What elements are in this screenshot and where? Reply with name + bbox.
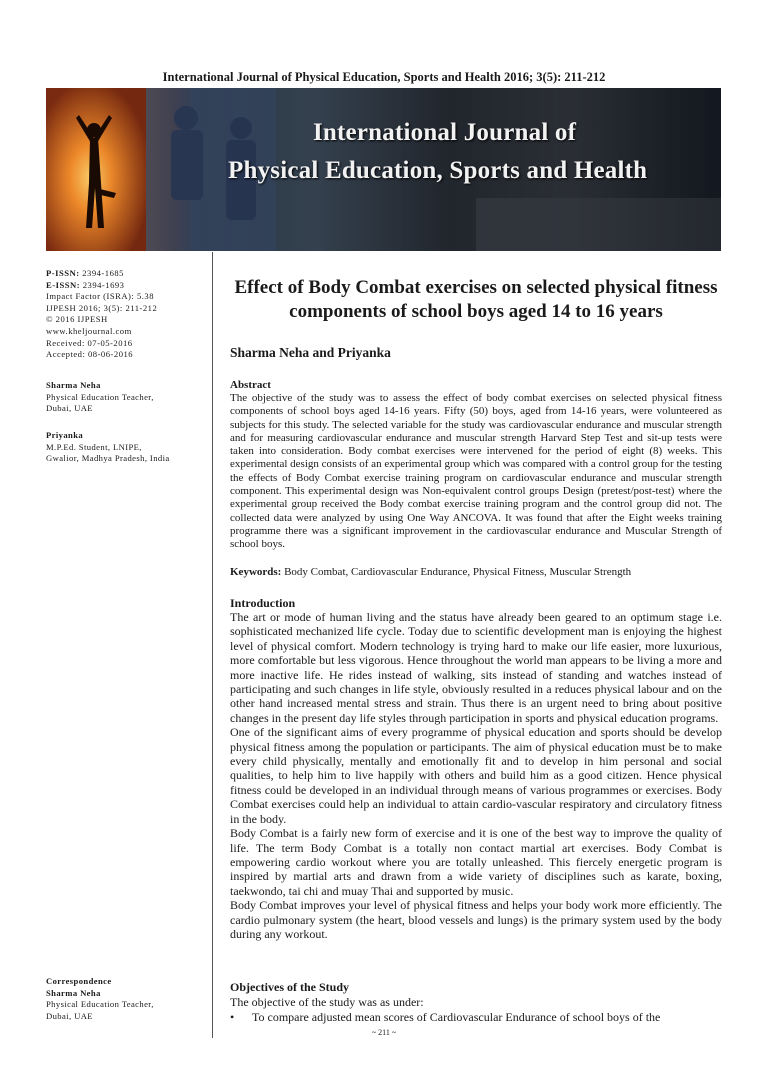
author-affiliation-2: Priyanka M.P.Ed. Student, LNIPE, Gwalior, Madhya Pradesh, India: [46, 430, 170, 464]
introduction-heading: Introduction: [230, 596, 296, 610]
keywords: [230, 566, 722, 578]
intro-paragraph: The art or mode of human living and the status have already been geared to an optimum stage i.e. sophisticated mechanized life cycle. Today due to scientific development man is enjoying the highest level of physical comfort. Modern technology is trying hard to make our life easier, more luxurious, more comfortable but less vigorous. Hence throughout the world man appears to be living a more and more inactive life. He rides instead of walking, sits instead of standing and watches instead of participating and such changes in life style, obviously resulted in a reduces physical labour and on the other hand increased mental stress and strain. Thus there is an urgent need to bring about positive changes in the present day life styles through participation in sports and physical education programs.: [230, 610, 722, 725]
banner-title-line-1: International Journal of: [313, 119, 577, 146]
meta-eissn: E-ISSN: 2394-1693: [46, 279, 125, 290]
banner-title: [228, 114, 698, 190]
meta-impact-factor: Impact Factor (ISRA): 5.38: [46, 291, 154, 302]
page-number: ~ 211 ~: [371, 1028, 397, 1037]
abstract-heading: Abstract: [230, 379, 271, 391]
banner-title-line-2: Physical Education, Sports and Health: [228, 157, 648, 184]
abstract-text: The objective of the study was to assess the effect of body combat exercises on selected physical fitness components of school boys aged 14-16 years. Fifty (50) boys, aged from 14-16 years, were volunteered as subjects for this study. The selected variable for the study was cardiovascular endurance and muscular strength and for measuring cardiovascular endurance and muscular strength Harvard Step Test and sit-up tests were taken into consideration. Body combat exercises were intervened for the period of eight (8) weeks. This experimental design consists of an experimental group which was compared with a control group for the testing the effects of Body Combat exercise training program on cardiovascular endurance and muscular strength component. This experimental design was Non-equivalent control groups Design (pretest/post-test) where the experimental group received the Body combat exercise training program and the control group did not. The collected data were analyzed by using One Way ANCOVA. It was found that after the Eight weeks training programme there was a significant improvement in the cardiovascular endurance and Muscular Strength of school boys.: [230, 392, 722, 551]
meta-copyright: © 2016 IJPESH: [46, 314, 108, 325]
bullet-icon: •: [230, 1010, 235, 1024]
meta-volume: IJPESH 2016; 3(5): 211-212: [46, 302, 158, 313]
objectives-heading: Objectives of the Study: [230, 980, 349, 994]
objectives-intro: The objective of the study was as under:: [230, 995, 424, 1009]
meta-received: Received: 07-05-2016: [46, 337, 133, 348]
intro-paragraph: Body Combat improves your level of physical fitness and helps your body work more efficiently. The cardio pulmonary system (the heart, blood vessels and lungs) is the primary system used by the body during any workout.: [230, 898, 722, 941]
keywords-list: Body Combat, Cardiovascular Endurance, Physical Fitness, Muscular Strength: [281, 566, 632, 578]
meta-website[interactable]: www.kheljournal.com: [46, 325, 132, 336]
objective-bullet-item: • To compare adjusted mean scores of Cardiovascular Endurance of school boys of the: [230, 1010, 661, 1024]
intro-paragraph: Body Combat is a fairly new form of exercise and it is one of the best way to improve the quality of life. The term Body Combat is a totally non contact martial art exercises. Body Combat is empowering cardio workout where you are totally unleashed. This fiercely energetic program is inspired by martial arts and drawn from a wide variety of disciplines such as karate, boxing, taekwondo, tai chi and muay Thai and supported by music.: [230, 826, 722, 898]
sidebar: [46, 252, 213, 1038]
keywords-label: Keywords:: [230, 566, 282, 578]
journal-banner: [46, 88, 721, 251]
publication-meta: [46, 268, 157, 361]
author-affiliation-1: Sharma Neha Physical Education Teacher, Dubai, UAE: [46, 380, 154, 414]
meta-accepted: Accepted: 08-06-2016: [46, 349, 134, 360]
meta-pissn: P-ISSN: 2394-1685: [46, 268, 124, 278]
intro-paragraph: One of the significant aims of every programme of physical education and sports should be develop physical fitness among the population or participants. The aim of physical education must be to make every child physically, mentally and emotionally fit and to develop in him personal and social qualities, to help him to live happily with others and build him as a good citizen. Hence physical fitness could be developed in an individual through means of various programmes or exercises. Body Combat exercises could help an individual to attain cardio-vascular respiratory and circulatory fitness in the body.: [230, 725, 722, 826]
journal-citation-line: International Journal of Physical Education, Sports and Health 2016; 3(5): 211-212: [162, 70, 606, 84]
correspondence-block: Correspondence Sharma Neha Physical Education Teacher, Dubai, UAE: [46, 976, 154, 1021]
article-authors: Sharma Neha and Priyanka: [230, 345, 391, 360]
article-title: Effect of Body Combat exercises on selected physical fitness components of school boys aged 14 to 16 years: [234, 277, 718, 322]
introduction-text: [230, 610, 722, 941]
